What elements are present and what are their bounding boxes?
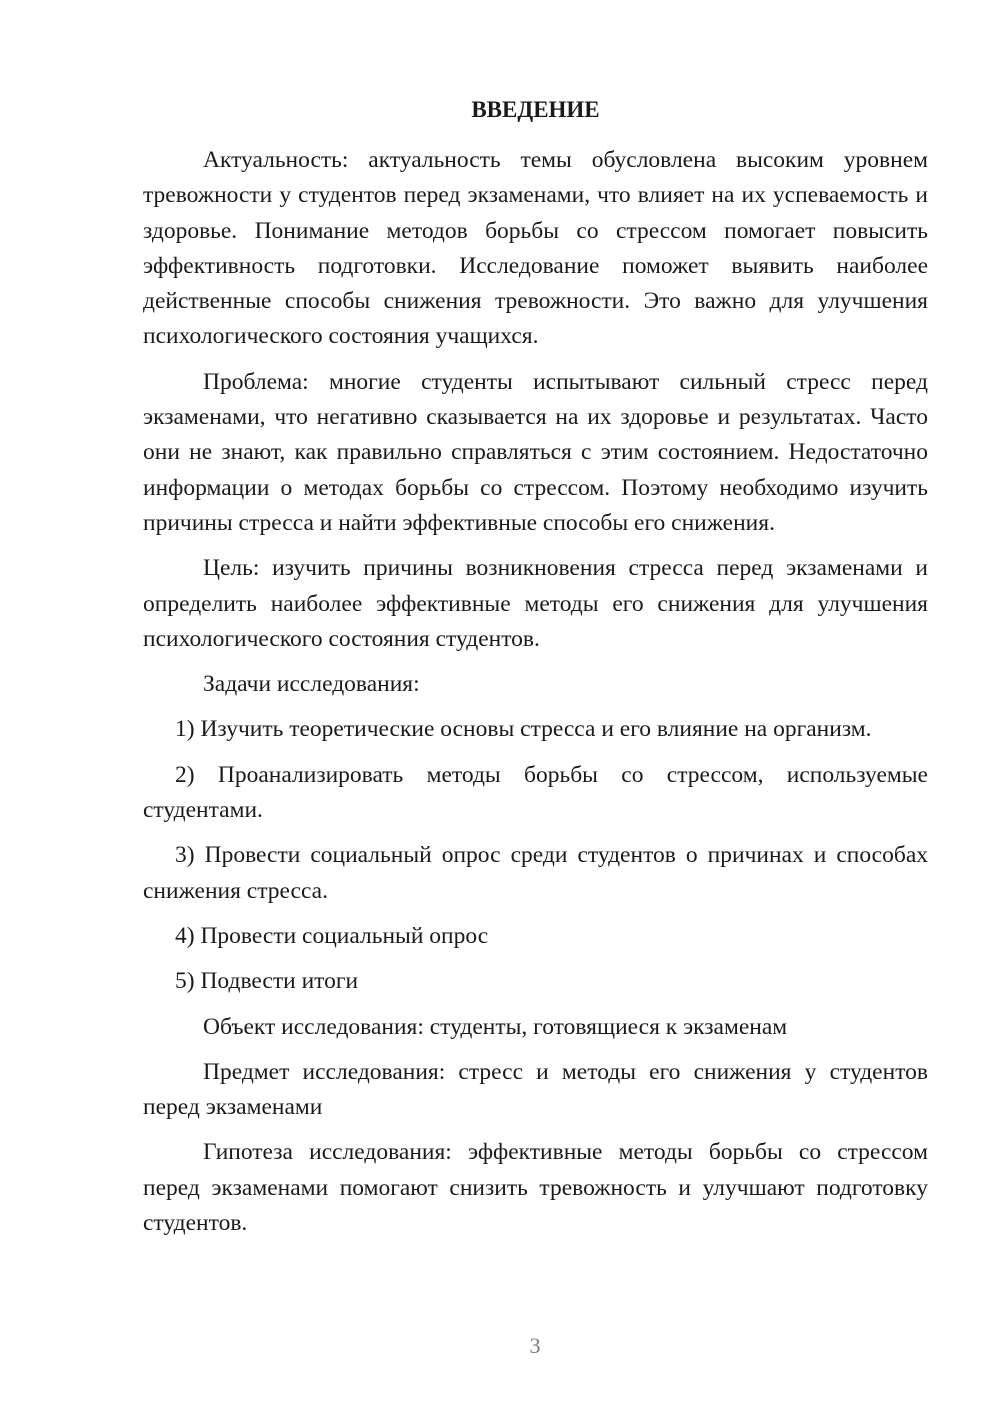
- hypothesis-paragraph: Гипотеза исследования: эффективные методы борьбы со стрессом перед экзаменами помогают снизить тревожность и улучшают подготовку студентов.: [143, 1139, 928, 1237]
- task-item: 4) Провести социальный опрос: [175, 922, 489, 949]
- problem-paragraph: Проблема: многие студенты испытывают сильный стресс перед экзаменами, что негативно сказывается на их здоровье и результатах. Часто они не знают, как правильно справляться с этим состоянием. Недостаточно информации о методах борьбы со стрессом. Поэтому необходимо изучить причины стресса и найти эффективные способы его снижения.: [143, 368, 928, 536]
- task-item: 3) Провести социальный опрос среди студентов о причинах и способах снижения стресса.: [143, 842, 928, 904]
- page-number: 3: [529, 1333, 541, 1358]
- object-paragraph: Объект исследования: студенты, готовящиеся к экзаменам: [203, 1013, 788, 1040]
- task-item: 2) Проанализировать методы борьбы со стрессом, используемые студентами.: [143, 761, 928, 824]
- goal-paragraph: Цель: изучить причины возникновения стресса перед экзаменами и определить наиболее эффективные методы его снижения для улучшения психологического состояния студентов.: [143, 555, 928, 652]
- task-item: 1) Изучить теоретические основы стресса и его влияние на организм.: [175, 716, 872, 743]
- task-item: 5) Подвести итоги: [175, 968, 359, 995]
- relevance-paragraph: Актуальность: актуальность темы обусловлена высоким уровнем тревожности у студентов перед экзаменами, что влияет на их успеваемость и здоровье. Понимание методов борьбы со стрессом помогает повысить эффективность подготовки. Исследование поможет выявить наиболее действенные способы снижения тревожности. Это важно для улучшения психологического состояния учащихся.: [143, 147, 928, 350]
- section-title: ВВЕДЕНИЕ: [471, 97, 600, 122]
- tasks-label: Задачи исследования:: [203, 671, 420, 698]
- page-content: [143, 95, 928, 1251]
- subject-paragraph: Предмет исследования: стресс и методы его снижения у студентов перед экзаменами: [143, 1058, 928, 1121]
